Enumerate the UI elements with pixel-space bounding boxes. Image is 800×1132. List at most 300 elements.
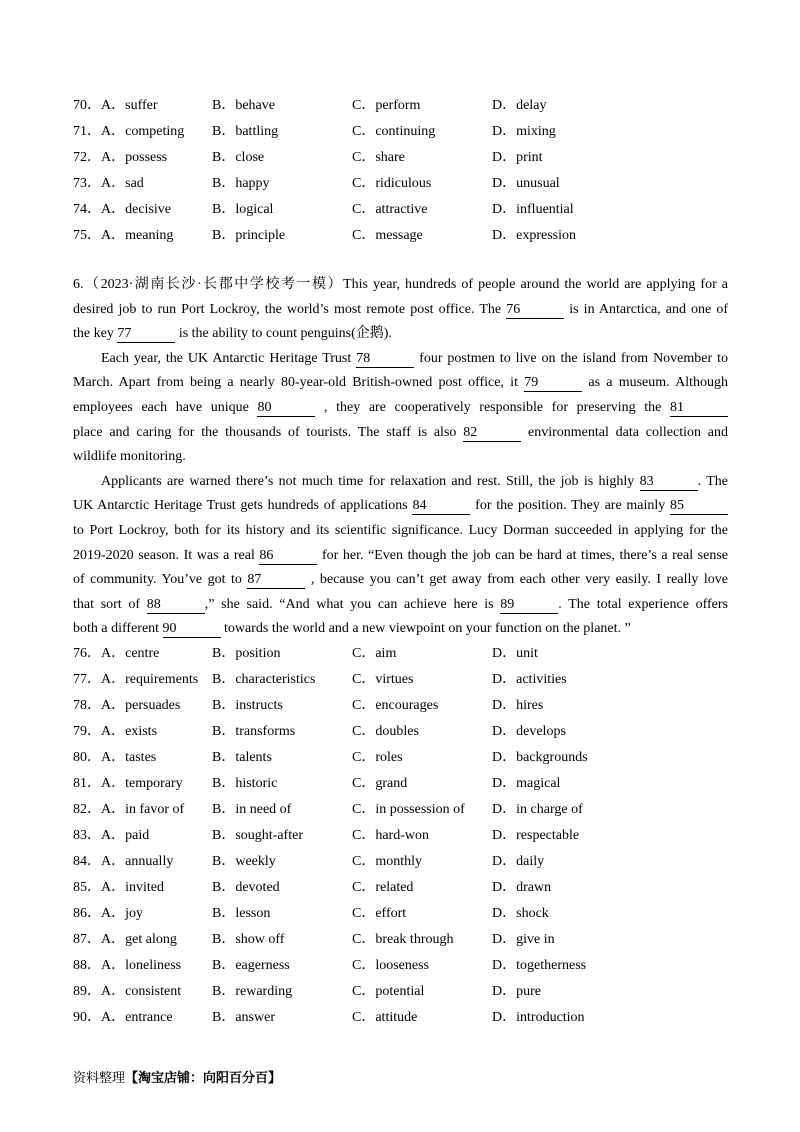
option-label: D． [492, 828, 517, 843]
option-text: requirements [125, 672, 199, 687]
option-text: attractive [375, 202, 428, 217]
footer-shop-name: 【淘宝店铺：向阳百分百】 [125, 1070, 282, 1085]
footer-prefix: 资料整理 [73, 1070, 126, 1085]
option-text: suffer [125, 98, 158, 113]
passage-text: Each year, the UK Antarctic Heritage Trust [101, 350, 357, 366]
option-label: C． [352, 880, 376, 895]
question-options-row [73, 197, 728, 223]
question-number: 85． [73, 880, 101, 895]
option-text: virtues [375, 672, 414, 687]
option-label: C． [352, 802, 376, 817]
option-label: B． [212, 880, 236, 895]
option-c [352, 223, 492, 249]
option-d [492, 901, 642, 927]
option-text: historic [235, 776, 278, 791]
option-text: get along [125, 932, 177, 947]
option-c [352, 719, 492, 745]
option-text: paid [125, 828, 150, 843]
option-label: B． [212, 228, 236, 243]
option-label: C． [352, 984, 376, 999]
option-label: C． [352, 98, 376, 113]
option-text: lesson [235, 906, 271, 921]
passage-text: , because you can’t get away from each other very easily. I really love [305, 572, 728, 588]
option-text: show off [235, 932, 285, 947]
option-text: possess [125, 150, 168, 165]
passage-line [73, 568, 728, 593]
option-d [492, 197, 642, 223]
option-b [212, 719, 352, 745]
option-a [73, 771, 212, 797]
passage-line [73, 470, 728, 495]
option-b [212, 797, 352, 823]
option-label: A． [101, 672, 126, 687]
option-d [492, 693, 642, 719]
answer-blank-76: 76 [506, 301, 564, 319]
option-a [73, 171, 212, 197]
question-number: 74． [73, 202, 101, 217]
question-options-row [73, 693, 728, 719]
option-label: B． [212, 932, 236, 947]
option-text: share [375, 150, 405, 165]
option-a [73, 953, 212, 979]
option-d [492, 719, 642, 745]
answer-blank-84: 84 [412, 497, 470, 515]
option-a [73, 823, 212, 849]
option-c [352, 927, 492, 953]
option-label: B． [212, 98, 236, 113]
option-text: in possession of [375, 802, 465, 817]
option-label: A． [101, 176, 126, 191]
option-text: position [235, 646, 281, 661]
passage-text: is the ability to count penguins(企鹅). [175, 326, 392, 342]
option-d [492, 171, 642, 197]
option-label: D． [492, 124, 517, 139]
option-c [352, 641, 492, 667]
passage-text: Applicants are warned there’s not much time for relaxation and rest. Still, the job is highly [101, 473, 640, 489]
option-label: C． [352, 672, 376, 687]
option-label: B． [212, 646, 236, 661]
option-label: C． [352, 698, 376, 713]
option-label: D． [492, 854, 517, 869]
question-number: 81． [73, 776, 101, 791]
passage-line [73, 519, 728, 544]
question-number: 80． [73, 750, 101, 765]
option-text: ridiculous [375, 176, 432, 191]
option-c [352, 1005, 492, 1031]
option-text: decisive [125, 202, 171, 217]
passage-line [73, 593, 728, 618]
option-text: temporary [125, 776, 183, 791]
option-text: roles [375, 750, 403, 765]
question-options-row [73, 1005, 728, 1031]
option-a [73, 1005, 212, 1031]
passage-text: ,” she said. “And what you can achieve here is [204, 596, 501, 612]
option-text: behave [235, 98, 275, 113]
option-label: D． [492, 1010, 517, 1025]
answer-blank-88: 88 [147, 596, 205, 614]
option-label: D． [492, 98, 517, 113]
passage-line [73, 347, 728, 372]
question-options-row [73, 171, 728, 197]
passage-text: to Port Lockroy, both for its history and its scientific significance. Lucy Dorman succeeded in applying for the [73, 522, 728, 538]
option-text: drawn [516, 880, 552, 895]
option-label: D． [492, 984, 517, 999]
passage-line [73, 544, 728, 569]
option-b [212, 953, 352, 979]
option-b [212, 979, 352, 1005]
option-c [352, 875, 492, 901]
option-text: persuades [125, 698, 181, 713]
option-d [492, 849, 642, 875]
option-text: in charge of [516, 802, 583, 817]
option-text: logical [235, 202, 274, 217]
question-options-row [73, 145, 728, 171]
passage-text: as a museum. Although [582, 375, 728, 391]
option-text: entrance [125, 1010, 173, 1025]
option-text: activities [516, 672, 567, 687]
option-text: invited [125, 880, 165, 895]
option-text: devoted [235, 880, 280, 895]
option-label: A． [101, 98, 126, 113]
question-number: 89． [73, 984, 101, 999]
question-options-row [73, 849, 728, 875]
passage-text: wildlife monitoring. [73, 449, 186, 465]
option-text: transforms [235, 724, 296, 739]
option-d [492, 667, 642, 693]
option-label: B． [212, 672, 236, 687]
option-text: backgrounds [516, 750, 588, 765]
option-a [73, 927, 212, 953]
passage-line [73, 298, 728, 323]
option-label: B． [212, 202, 236, 217]
option-c [352, 745, 492, 771]
option-label: D． [492, 932, 517, 947]
passage-text: four postmen to live on the island from November to [414, 350, 728, 366]
answer-blank-80: 80 [257, 399, 315, 417]
option-a [73, 667, 212, 693]
passage-text: that sort of [73, 596, 147, 612]
option-c [352, 119, 492, 145]
options-block-70-75 [73, 93, 728, 249]
option-text: print [516, 150, 543, 165]
footer [73, 1070, 281, 1086]
question-number: 77． [73, 672, 101, 687]
option-a [73, 145, 212, 171]
option-b [212, 171, 352, 197]
passage-text: desired job to run Port Lockroy, the world’s most remote post office. The [73, 301, 507, 317]
answer-blank-82: 82 [463, 424, 521, 442]
passage-text: towards the world and a new viewpoint on your function on the planet. ” [220, 621, 631, 637]
option-text: message [375, 228, 423, 243]
option-b [212, 693, 352, 719]
option-label: A． [101, 124, 126, 139]
option-text: consistent [125, 984, 182, 999]
option-label: B． [212, 828, 236, 843]
option-text: hires [516, 698, 544, 713]
option-a [73, 979, 212, 1005]
option-b [212, 849, 352, 875]
option-label: B． [212, 1010, 236, 1025]
option-text: battling [235, 124, 279, 139]
option-label: D． [492, 802, 517, 817]
option-label: D． [492, 750, 517, 765]
option-text: togetherness [516, 958, 587, 973]
option-text: meaning [125, 228, 174, 243]
option-label: A． [101, 1010, 126, 1025]
question-number: 78． [73, 698, 101, 713]
option-text: annually [125, 854, 174, 869]
option-c [352, 797, 492, 823]
answer-blank-87: 87 [247, 571, 305, 589]
question-options-row [73, 119, 728, 145]
option-label: C． [352, 828, 376, 843]
option-text: expression [516, 228, 577, 243]
option-label: D． [492, 202, 517, 217]
option-b [212, 1005, 352, 1031]
option-b [212, 641, 352, 667]
question-options-row [73, 901, 728, 927]
question-number: 70． [73, 98, 101, 113]
option-b [212, 745, 352, 771]
question-number: 83． [73, 828, 101, 843]
option-c [352, 171, 492, 197]
answer-blank-83: 83 [640, 473, 698, 491]
option-label: C． [352, 646, 376, 661]
option-label: B． [212, 984, 236, 999]
option-label: B． [212, 776, 236, 791]
option-b [212, 771, 352, 797]
option-a [73, 119, 212, 145]
option-label: A． [101, 854, 126, 869]
option-label: D． [492, 672, 517, 687]
option-text: centre [125, 646, 160, 661]
option-label: B． [212, 150, 236, 165]
option-d [492, 745, 642, 771]
question-options-row [73, 953, 728, 979]
option-c [352, 979, 492, 1005]
option-a [73, 745, 212, 771]
option-label: A． [101, 776, 126, 791]
option-a [73, 93, 212, 119]
passage-text: March. Apart from being a nearly 80-year-old British-owned post office, it [73, 375, 525, 391]
answer-blank-85: 85 [670, 497, 728, 515]
passage-text: . The total experience offers [558, 596, 728, 612]
option-text: related [375, 880, 414, 895]
option-label: C． [352, 724, 376, 739]
option-text: rewarding [235, 984, 293, 999]
option-d [492, 875, 642, 901]
option-label: D． [492, 228, 517, 243]
option-text: introduction [516, 1010, 585, 1025]
passage-text: , they are cooperatively responsible for preserving the [315, 399, 670, 415]
option-text: close [235, 150, 265, 165]
option-d [492, 927, 642, 953]
option-d [492, 823, 642, 849]
option-d [492, 953, 642, 979]
option-text: magical [516, 776, 561, 791]
question-number: 73． [73, 176, 101, 191]
question-number: 71． [73, 124, 101, 139]
option-d [492, 119, 642, 145]
option-text: potential [375, 984, 425, 999]
option-b [212, 901, 352, 927]
answer-blank-89: 89 [500, 596, 558, 614]
option-label: B． [212, 724, 236, 739]
option-b [212, 197, 352, 223]
option-c [352, 145, 492, 171]
question-options-row [73, 93, 728, 119]
option-label: B． [212, 854, 236, 869]
option-label: A． [101, 724, 126, 739]
option-b [212, 875, 352, 901]
option-text: hard-won [375, 828, 429, 843]
question-options-row [73, 823, 728, 849]
option-text: principle [235, 228, 286, 243]
passage-text: . The [697, 473, 729, 489]
question-number: 75． [73, 228, 101, 243]
option-label: B． [212, 124, 236, 139]
option-label: C． [352, 906, 376, 921]
option-label: D． [492, 906, 517, 921]
passage-line [73, 396, 728, 421]
option-label: A． [101, 228, 126, 243]
option-a [73, 223, 212, 249]
option-text: perform [375, 98, 421, 113]
option-d [492, 223, 642, 249]
answer-blank-77: 77 [117, 325, 175, 343]
option-text: aim [375, 646, 397, 661]
option-text: develops [516, 724, 566, 739]
option-label: A． [101, 150, 126, 165]
option-label: D． [492, 176, 517, 191]
question-number: 72． [73, 150, 101, 165]
question-options-row [73, 667, 728, 693]
option-text: happy [235, 176, 270, 191]
option-text: continuing [375, 124, 436, 139]
passage-text: place and caring for the thousands of tourists. The staff is also [73, 424, 464, 440]
question-number: 84． [73, 854, 101, 869]
cloze-passage [73, 273, 728, 642]
option-label: C． [352, 932, 376, 947]
option-c [352, 667, 492, 693]
option-label: C． [352, 176, 376, 191]
option-text: effort [375, 906, 407, 921]
option-b [212, 223, 352, 249]
option-text: sought-after [235, 828, 303, 843]
passage-text: is in Antarctica, and one of [564, 301, 728, 317]
option-text: sad [125, 176, 144, 191]
passage-line [73, 445, 728, 470]
option-d [492, 93, 642, 119]
option-c [352, 849, 492, 875]
option-text: looseness [375, 958, 430, 973]
option-label: C． [352, 150, 376, 165]
option-label: A． [101, 958, 126, 973]
question-number: 87． [73, 932, 101, 947]
question-options-row [73, 719, 728, 745]
option-label: A． [101, 646, 126, 661]
option-b [212, 119, 352, 145]
option-text: tastes [125, 750, 157, 765]
option-label: A． [101, 906, 126, 921]
option-text: loneliness [125, 958, 182, 973]
option-d [492, 1005, 642, 1031]
option-a [73, 901, 212, 927]
option-c [352, 197, 492, 223]
option-text: eagerness [235, 958, 290, 973]
question-options-row [73, 875, 728, 901]
option-text: weekly [235, 854, 276, 869]
option-a [73, 849, 212, 875]
option-text: attitude [375, 1010, 418, 1025]
question-number: 76． [73, 646, 101, 661]
option-label: C． [352, 776, 376, 791]
answer-blank-81: 81 [670, 399, 728, 417]
passage-line [73, 322, 728, 347]
passage-text: environmental data collection and [521, 424, 729, 440]
option-label: B． [212, 750, 236, 765]
option-c [352, 823, 492, 849]
question-number: 90． [73, 1010, 101, 1025]
option-a [73, 797, 212, 823]
option-d [492, 979, 642, 1005]
passage-text: 6.（2023·湖南长沙·长郡中学校考一模）This year, hundreds of people around the world are applying for a [73, 277, 728, 292]
option-label: B． [212, 906, 236, 921]
option-text: doubles [375, 724, 419, 739]
option-text: instructs [235, 698, 283, 713]
passage-text: for her. “Even though the job can be hard at times, there’s a real sense [317, 547, 728, 563]
question-options-row [73, 979, 728, 1005]
passage-text: the key [73, 326, 118, 342]
question-options-row [73, 927, 728, 953]
option-text: shock [516, 906, 549, 921]
passage-line [73, 494, 728, 519]
option-label: A． [101, 984, 126, 999]
question-options-row [73, 771, 728, 797]
option-label: A． [101, 802, 126, 817]
option-b [212, 93, 352, 119]
option-label: B． [212, 698, 236, 713]
option-text: in favor of [125, 802, 185, 817]
option-text: exists [125, 724, 158, 739]
question-number: 79． [73, 724, 101, 739]
passage-text: 2019-2020 season. It was a real [73, 547, 260, 563]
answer-blank-86: 86 [259, 547, 317, 565]
option-label: C． [352, 124, 376, 139]
option-d [492, 771, 642, 797]
option-a [73, 641, 212, 667]
option-text: competing [125, 124, 185, 139]
option-text: monthly [375, 854, 423, 869]
option-label: A． [101, 750, 126, 765]
option-label: D． [492, 724, 517, 739]
option-text: give in [516, 932, 555, 947]
option-label: A． [101, 202, 126, 217]
passage-line [73, 421, 728, 446]
option-a [73, 875, 212, 901]
option-b [212, 927, 352, 953]
option-label: B． [212, 176, 236, 191]
option-label: D． [492, 776, 517, 791]
option-text: respectable [516, 828, 580, 843]
option-c [352, 93, 492, 119]
option-label: B． [212, 802, 236, 817]
option-label: D． [492, 958, 517, 973]
option-text: daily [516, 854, 545, 869]
option-label: A． [101, 828, 126, 843]
passage-text: for the position. They are mainly [470, 498, 671, 514]
option-text: break through [375, 932, 454, 947]
